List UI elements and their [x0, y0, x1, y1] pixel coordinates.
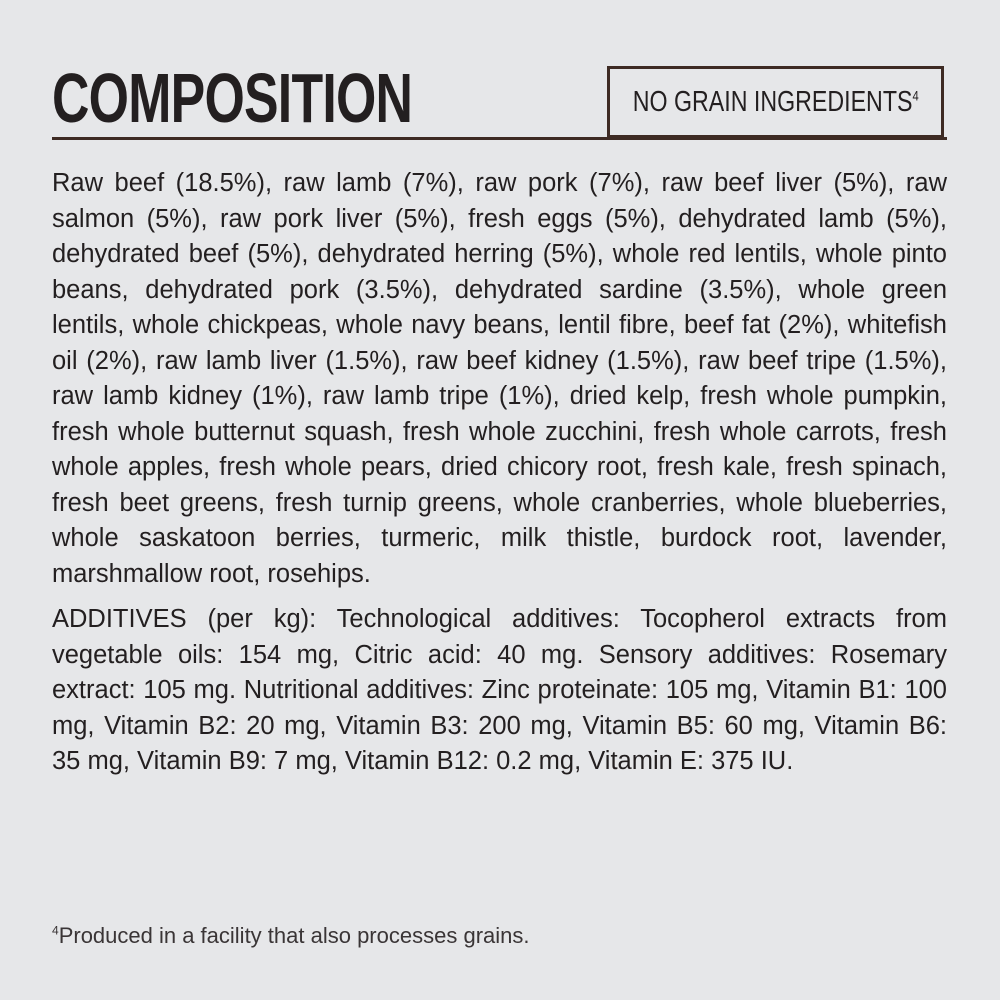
header-divider — [52, 137, 947, 140]
badge-label — [633, 86, 919, 119]
badge-text: NO GRAIN INGREDIENTS — [632, 85, 913, 118]
footnote-text: Produced in a facility that also processes grains. — [58, 923, 530, 948]
badge-footnote-marker: 4 — [912, 86, 919, 103]
footnote — [52, 923, 530, 949]
no-grain-badge — [607, 66, 944, 138]
additives-paragraph: ADDITIVES (per kg): Technological additives: Tocopherol extracts from vegetable oils: 154 mg, Citric acid: 40 mg. Sensory additives: Rosemary extract: 105 mg. Nutritional additives: Zinc proteinate: 105 mg, Vitamin B1: 100 mg, Vitamin B2: 20 mg, Vitamin B3: 200 mg, Vitamin B5: 60 mg, Vitamin B6: 35 mg, Vitamin B9: 7 mg, Vitamin B12: 0.2 mg, Vitamin E: 375 IU. — [52, 605, 947, 775]
ingredients-paragraph: Raw beef (18.5%), raw lamb (7%), raw pork (7%), raw beef liver (5%), raw salmon (5%), raw pork liver (5%), fresh eggs (5%), dehydrated lamb (5%), dehydrated beef (5%), dehydrated herring (5%), whole red lentils, whole pinto beans, dehydrated pork (3.5%), dehydrated sardine (3.5%), whole green lentils, whole chickpeas, whole navy beans, lentil fibre, beef fat (2%), whitefish oil (2%), raw lamb liver (1.5%), raw beef kidney (1.5%), raw beef tripe (1.5%), raw lamb kidney (1%), raw lamb tripe (1%), dried kelp, fresh whole pumpkin, fresh whole butternut squash, fresh whole zucchini, fresh whole carrots, fresh whole apples, fresh whole pears, dried chicory root, fresh kale, fresh spinach, fresh beet greens, fresh turnip greens, whole cranberries, whole blueberries, whole saskatoon berries, turmeric, milk thistle, burdock root, lavender, marshmallow root, rosehips. — [52, 169, 947, 588]
composition-body — [52, 166, 947, 790]
page-title: COMPOSITION — [52, 59, 413, 137]
footnote-marker: 4 — [52, 923, 59, 938]
